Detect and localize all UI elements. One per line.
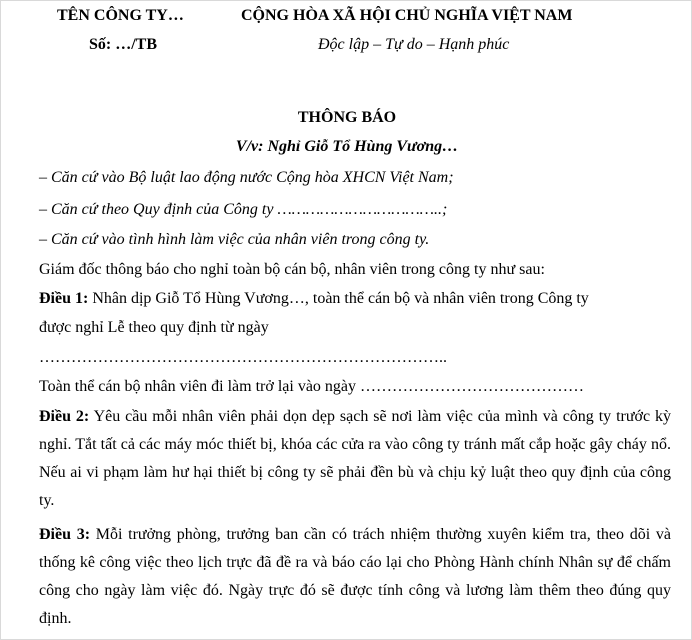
company-name: TÊN CÔNG TY… (57, 7, 184, 24)
intro-line: Giám đốc thông báo cho nghỉ toàn bộ cán bộ, nhân viên trong công ty như sau: (39, 261, 545, 278)
article-3-label: Điều 3: (39, 526, 91, 543)
article-1-line-2: được nghỉ Lễ theo quy định từ ngày (39, 319, 269, 336)
basis-line-2: – Căn cứ theo Quy định của Công ty ……………………………..; (39, 201, 448, 218)
article-3-text: Mỗi trưởng phòng, trưởng ban cần có trách nhiệm thường xuyên kiểm tra, theo dõi và thống kê công việc theo lịch trực đã đề ra và báo cáo lại cho Phòng Hành chính Nhân sự để chấm công cho ngày làm việc đó. Ngày trực đó sẽ được tính công và lương làm thêm theo đúng quy định. (39, 526, 672, 627)
article-2-label: Điều 2: (39, 408, 90, 425)
article-2 (39, 403, 671, 515)
article-1-return-line: Toàn thể cán bộ nhân viên đi làm trở lại vào ngày …………………………………… (39, 378, 585, 395)
national-motto: Độc lập – Tự do – Hạnh phúc (318, 36, 510, 53)
article-1-text: Nhân dịp Giỗ Tổ Hùng Vương…, toàn thể cán bộ và nhân viên trong Công ty (88, 290, 589, 307)
document-subject: V/v: Nghỉ Giỗ Tổ Hùng Vương… (235, 138, 459, 155)
article-3 (39, 521, 671, 633)
document-title: THÔNG BÁO (297, 109, 397, 126)
basis-line-3: – Căn cứ vào tình hình làm việc của nhân viên trong công ty. (39, 231, 430, 248)
country-name: CỘNG HÒA XÃ HỘI CHỦ NGHĨA VIỆT NAM (241, 7, 573, 24)
article-2-text: Yêu cầu mỗi nhân viên phải dọn dẹp sạch sẽ nơi làm việc của mình và công ty trước kỳ nghỉ. Tắt tất cả các máy móc thiết bị, khóa các cửa ra vào công ty tránh mất cắp hoặc gây cháy nổ. Nếu ai vi phạm làm hư hại thiết bị công ty sẽ phải đền bù và chịu kỷ luật theo quy định của công ty. (39, 408, 672, 509)
article-1-line-1 (39, 285, 589, 313)
article-1-date-blank: ………………………………………………………………….. (39, 349, 447, 366)
basis-line-1: – Căn cứ vào Bộ luật lao động nước Cộng hòa XHCN Việt Nam; (39, 169, 454, 186)
article-1-label: Điều 1: (39, 290, 89, 307)
document-number: Số: …/TB (89, 36, 158, 53)
